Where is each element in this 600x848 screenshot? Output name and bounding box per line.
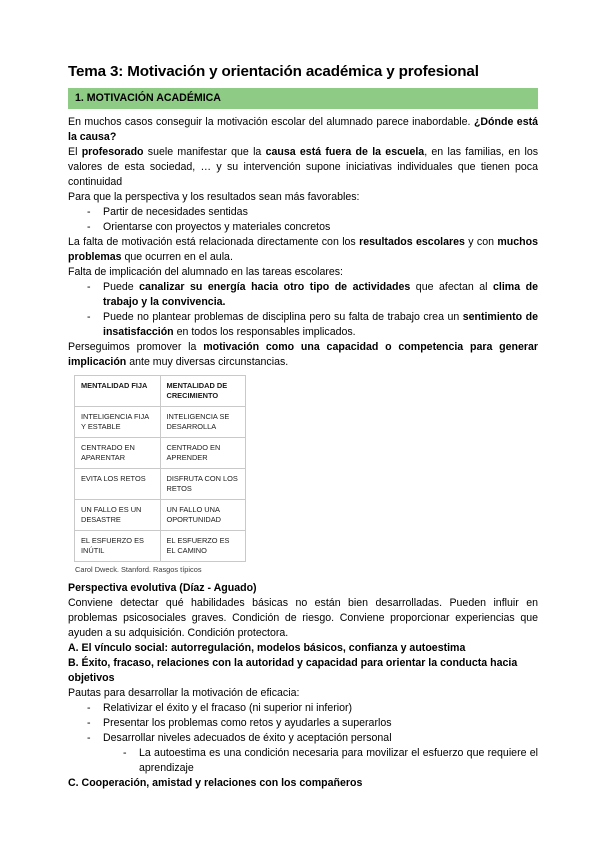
table-row [75, 438, 246, 469]
table-row [75, 500, 246, 531]
heading-punto-a: A. El vínculo social: autorregulación, modelos básicos, confianza y autoestima [68, 641, 466, 654]
text-p2d: causa está fuera de la escuela [265, 145, 425, 158]
table-cell: INTELIGENCIA SE DESARROLLA [160, 407, 246, 438]
mindset-comparison-table [74, 375, 246, 562]
list-item: - Presentar los problemas como retos y ayudarles a superarlos [68, 716, 538, 731]
heading-perspectiva-evolutiva: Perspectiva evolutiva (Díaz - Aguado) [68, 581, 257, 594]
table-header-cell: MENTALIDAD FIJA [75, 376, 161, 407]
table-cell: INTELIGENCIA FIJA Y ESTABLE [75, 407, 161, 438]
table-cell: EVITA LOS RETOS [75, 469, 161, 500]
text-p2c: suele manifestar que la [143, 145, 266, 158]
paragraph-perspectiva-evolutiva: Conviene detectar qué habilidades básicas no están bien desarrolladas. Pueden influir en problemas psicosociales graves. Condición de riesgo. Conviene proporcionar experiencias que ayuden a su adquisición. Condición protectora. [68, 596, 538, 639]
text-p6b: motivación como una capacidad o competencia para generar implicación [68, 341, 538, 369]
list-pautas [68, 701, 538, 746]
table-cell: CENTRADO EN APARENTAR [75, 438, 161, 469]
text-l2-0a: Puede [103, 281, 140, 294]
section-banner-motivacion-academica: 1. MOTIVACIÓN ACADÉMICA [68, 88, 538, 109]
heading-punto-b: B. Éxito, fracaso, relaciones con la autoridad y capacidad para orientar la conducta hacia objetivos [68, 656, 518, 684]
text-l2-1a: Puede no plantear problemas de disciplina pero su falta de trabajo crea un [103, 311, 463, 324]
text-p2a: El [68, 145, 82, 158]
text-l2-1c: en todos los responsables implicados. [173, 326, 356, 339]
paragraph-falta-implicacion: Falta de implicación del alumnado en las tareas escolares: [68, 266, 343, 279]
list-pautas-sub [68, 746, 538, 776]
table-cell: EL ESFUERZO ES EL CAMINO [160, 531, 246, 562]
text-p4a: La falta de motivación está relacionada directamente con los [68, 235, 360, 248]
text-l2-0d: clima de trabajo y la convivencia. [103, 281, 538, 309]
text-p6a: Perseguimos promover la [68, 341, 204, 354]
list-item: - Relativizar el éxito y el fracaso (ni superior ni inferior) [68, 701, 538, 716]
text-p4b: resultados escolares [359, 235, 465, 248]
text-l2-0c: que afectan al [410, 281, 494, 294]
list-item [68, 310, 538, 340]
paragraph-profesorado [68, 145, 538, 190]
table-row [75, 407, 246, 438]
table-header-cell: MENTALIDAD DE CRECIMIENTO [160, 376, 246, 407]
table-row-header [75, 376, 246, 407]
list-item [68, 280, 538, 310]
table-row [75, 469, 246, 500]
text-p2b: profesorado [81, 145, 144, 158]
paragraph-pautas-intro: Pautas para desarrollar la motivación de eficacia: [68, 686, 300, 699]
table-cell: UN FALLO ES UN DESASTRE [75, 500, 161, 531]
table-cell: DISFRUTA CON LOS RETOS [160, 469, 246, 500]
paragraph-falta-motivacion [68, 235, 538, 265]
text-l2-0b: canalizar su energía hacia otro tipo de actividades [139, 281, 411, 294]
table-cell: CENTRADO EN APRENDER [160, 438, 246, 469]
text-p2e: , en las familias, en los valores de esta sociedad, … y su intervención supone iniciativas individuales que tienen poca continuidad [68, 145, 539, 188]
text-p6c: ante muy diversas circunstancias. [126, 356, 289, 369]
paragraph-perspectiva-favorable: Para que la perspectiva y los resultados sean más favorables: [68, 190, 360, 203]
list-item: - La autoestima es una condición necesaria para movilizar el esfuerzo que requiere el aprendizaje [68, 746, 538, 776]
text-p1a: En muchos casos conseguir la motivación escolar del alumnado parece inabordable. [68, 115, 474, 128]
list-item: - Partir de necesidades sentidas [68, 205, 538, 220]
list-falta-implicacion [68, 280, 538, 340]
list-item: - Orientarse con proyectos y materiales concretos [68, 220, 538, 235]
table-cell: UN FALLO UNA OPORTUNIDAD [160, 500, 246, 531]
table-caption-source: Carol Dweck. Stanford. Rasgos típicos [75, 565, 202, 575]
list-perspectiva-favorable [68, 205, 538, 235]
heading-punto-c: C. Cooperación, amistad y relaciones con los compañeros [68, 777, 363, 790]
text-l2-1b: sentimiento de insatisfacción [103, 311, 538, 339]
text-p4d: muchos problemas [68, 235, 538, 263]
table-row [75, 531, 246, 562]
text-p4c: y con [464, 235, 498, 248]
paragraph-inabordable [68, 115, 538, 145]
list-item: - Desarrollar niveles adecuados de éxito y aceptación personal [68, 731, 538, 746]
page-title: Tema 3: Motivación y orientación académica y profesional [68, 63, 479, 80]
text-p4e: que ocurren en el aula. [121, 250, 233, 263]
table-cell: EL ESFUERZO ES INÚTIL [75, 531, 161, 562]
text-p1b: ¿Dónde está la causa? [68, 115, 539, 143]
paragraph-perseguimos [68, 340, 538, 370]
